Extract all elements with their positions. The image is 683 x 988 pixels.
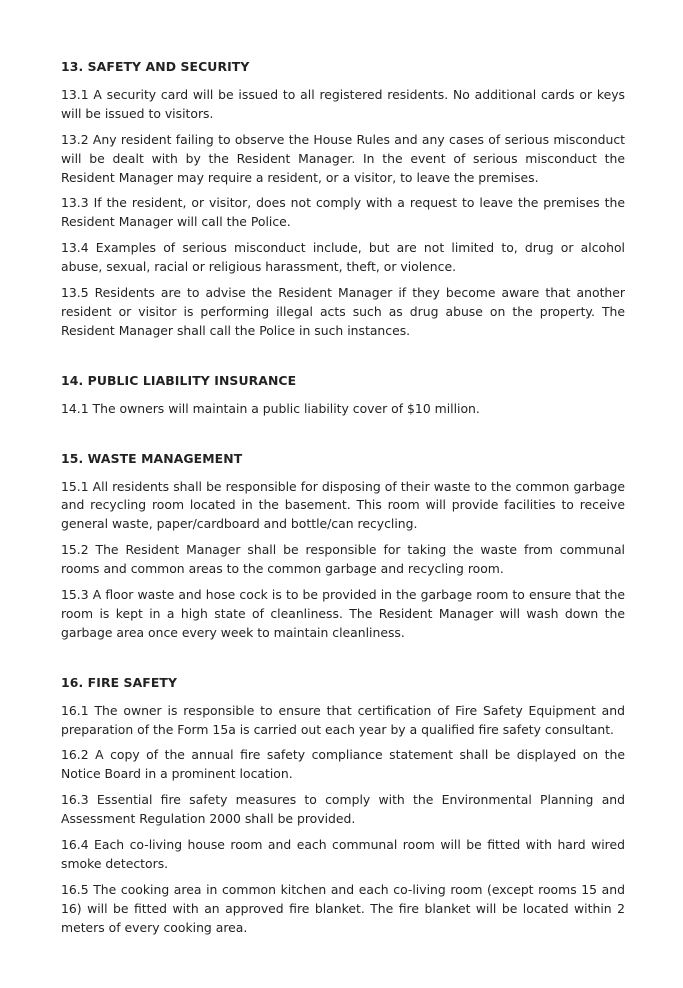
clause-15-2: 15.2 The Resident Manager shall be responsible for taking the waste from communal rooms and common areas to the common garbage and recycling room. <box>61 542 625 577</box>
section-fire-safety <box>61 674 625 938</box>
clause-13-5: 13.5 Residents are to advise the Resident Manager if they become aware that another resident or visitor is performing illegal acts such as drug abuse on the property. The Resident Manager shall call the Police in such instances. <box>61 285 625 338</box>
clause-15-1: 15.1 All residents shall be responsible for disposing of their waste to the common garbage and recycling room located in the basement. This room will provide facilities to receive general waste, paper/cardboard and bottle/can recycling. <box>61 478 625 532</box>
section-gap <box>61 348 625 372</box>
document-page <box>61 58 625 945</box>
section-heading: 13. SAFETY AND SECURITY <box>61 59 250 74</box>
clause-13-2: 13.2 Any resident failing to observe the House Rules and any cases of serious misconduct will be dealt with by the Resident Manager. In the event of serious misconduct the Resident Manager may require a resident, or a visitor, to leave the premises. <box>61 131 625 185</box>
section-gap <box>61 426 625 450</box>
section-public-liability-insurance <box>61 372 625 419</box>
clause-16-3: 16.3 Essential fire safety measures to comply with the Environmental Planning and Assessment Regulation 2000 shall be provided. <box>61 792 625 827</box>
section-heading: 14. PUBLIC LIABILITY INSURANCE <box>61 372 297 388</box>
section-waste-management <box>61 450 625 643</box>
clause-14-1: 14.1 The owners will maintain a public liability cover of $10 million. <box>61 400 480 416</box>
section-heading: 16. FIRE SAFETY <box>61 674 178 690</box>
clause-13-1: 13.1 A security card will be issued to all registered residents. No additional cards or keys will be issued to visitors. <box>61 86 625 121</box>
clause-16-4: 16.4 Each co-living house room and each communal room will be fitted with hard wired smoke detectors. <box>61 837 625 871</box>
clause-13-3: 13.3 If the resident, or visitor, does not comply with a request to leave the premises the Resident Manager will call the Police. <box>61 195 625 230</box>
section-gap <box>61 650 625 674</box>
clause-15-3: 15.3 A floor waste and hose cock is to be provided in the garbage room to ensure that the room is kept in a high state of cleanliness. The Resident Manager will wash down the garbage area once every week to maintain cleanliness. <box>61 587 625 640</box>
section-safety-and-security <box>61 58 625 341</box>
clause-16-1: 16.1 The owner is responsible to ensure that certification of Fire Safety Equipment and preparation of the Form 15a is carried out each year by a qualified fire safety consultant. <box>61 702 625 737</box>
clause-16-5: 16.5 The cooking area in common kitchen and each co-living room (except rooms 15 and 16) will be fitted with an approved fire blanket. The fire blanket will be located within 2 meters of every cooking area. <box>61 881 625 935</box>
section-heading: 15. WASTE MANAGEMENT <box>61 450 243 466</box>
clause-16-2: 16.2 A copy of the annual fire safety compliance statement shall be displayed on the Notice Board in a prominent location. <box>61 747 625 782</box>
clause-13-4: 13.4 Examples of serious misconduct include, but are not limited to, drug or alcohol abuse, sexual, racial or religious harassment, theft, or violence. <box>61 240 625 275</box>
